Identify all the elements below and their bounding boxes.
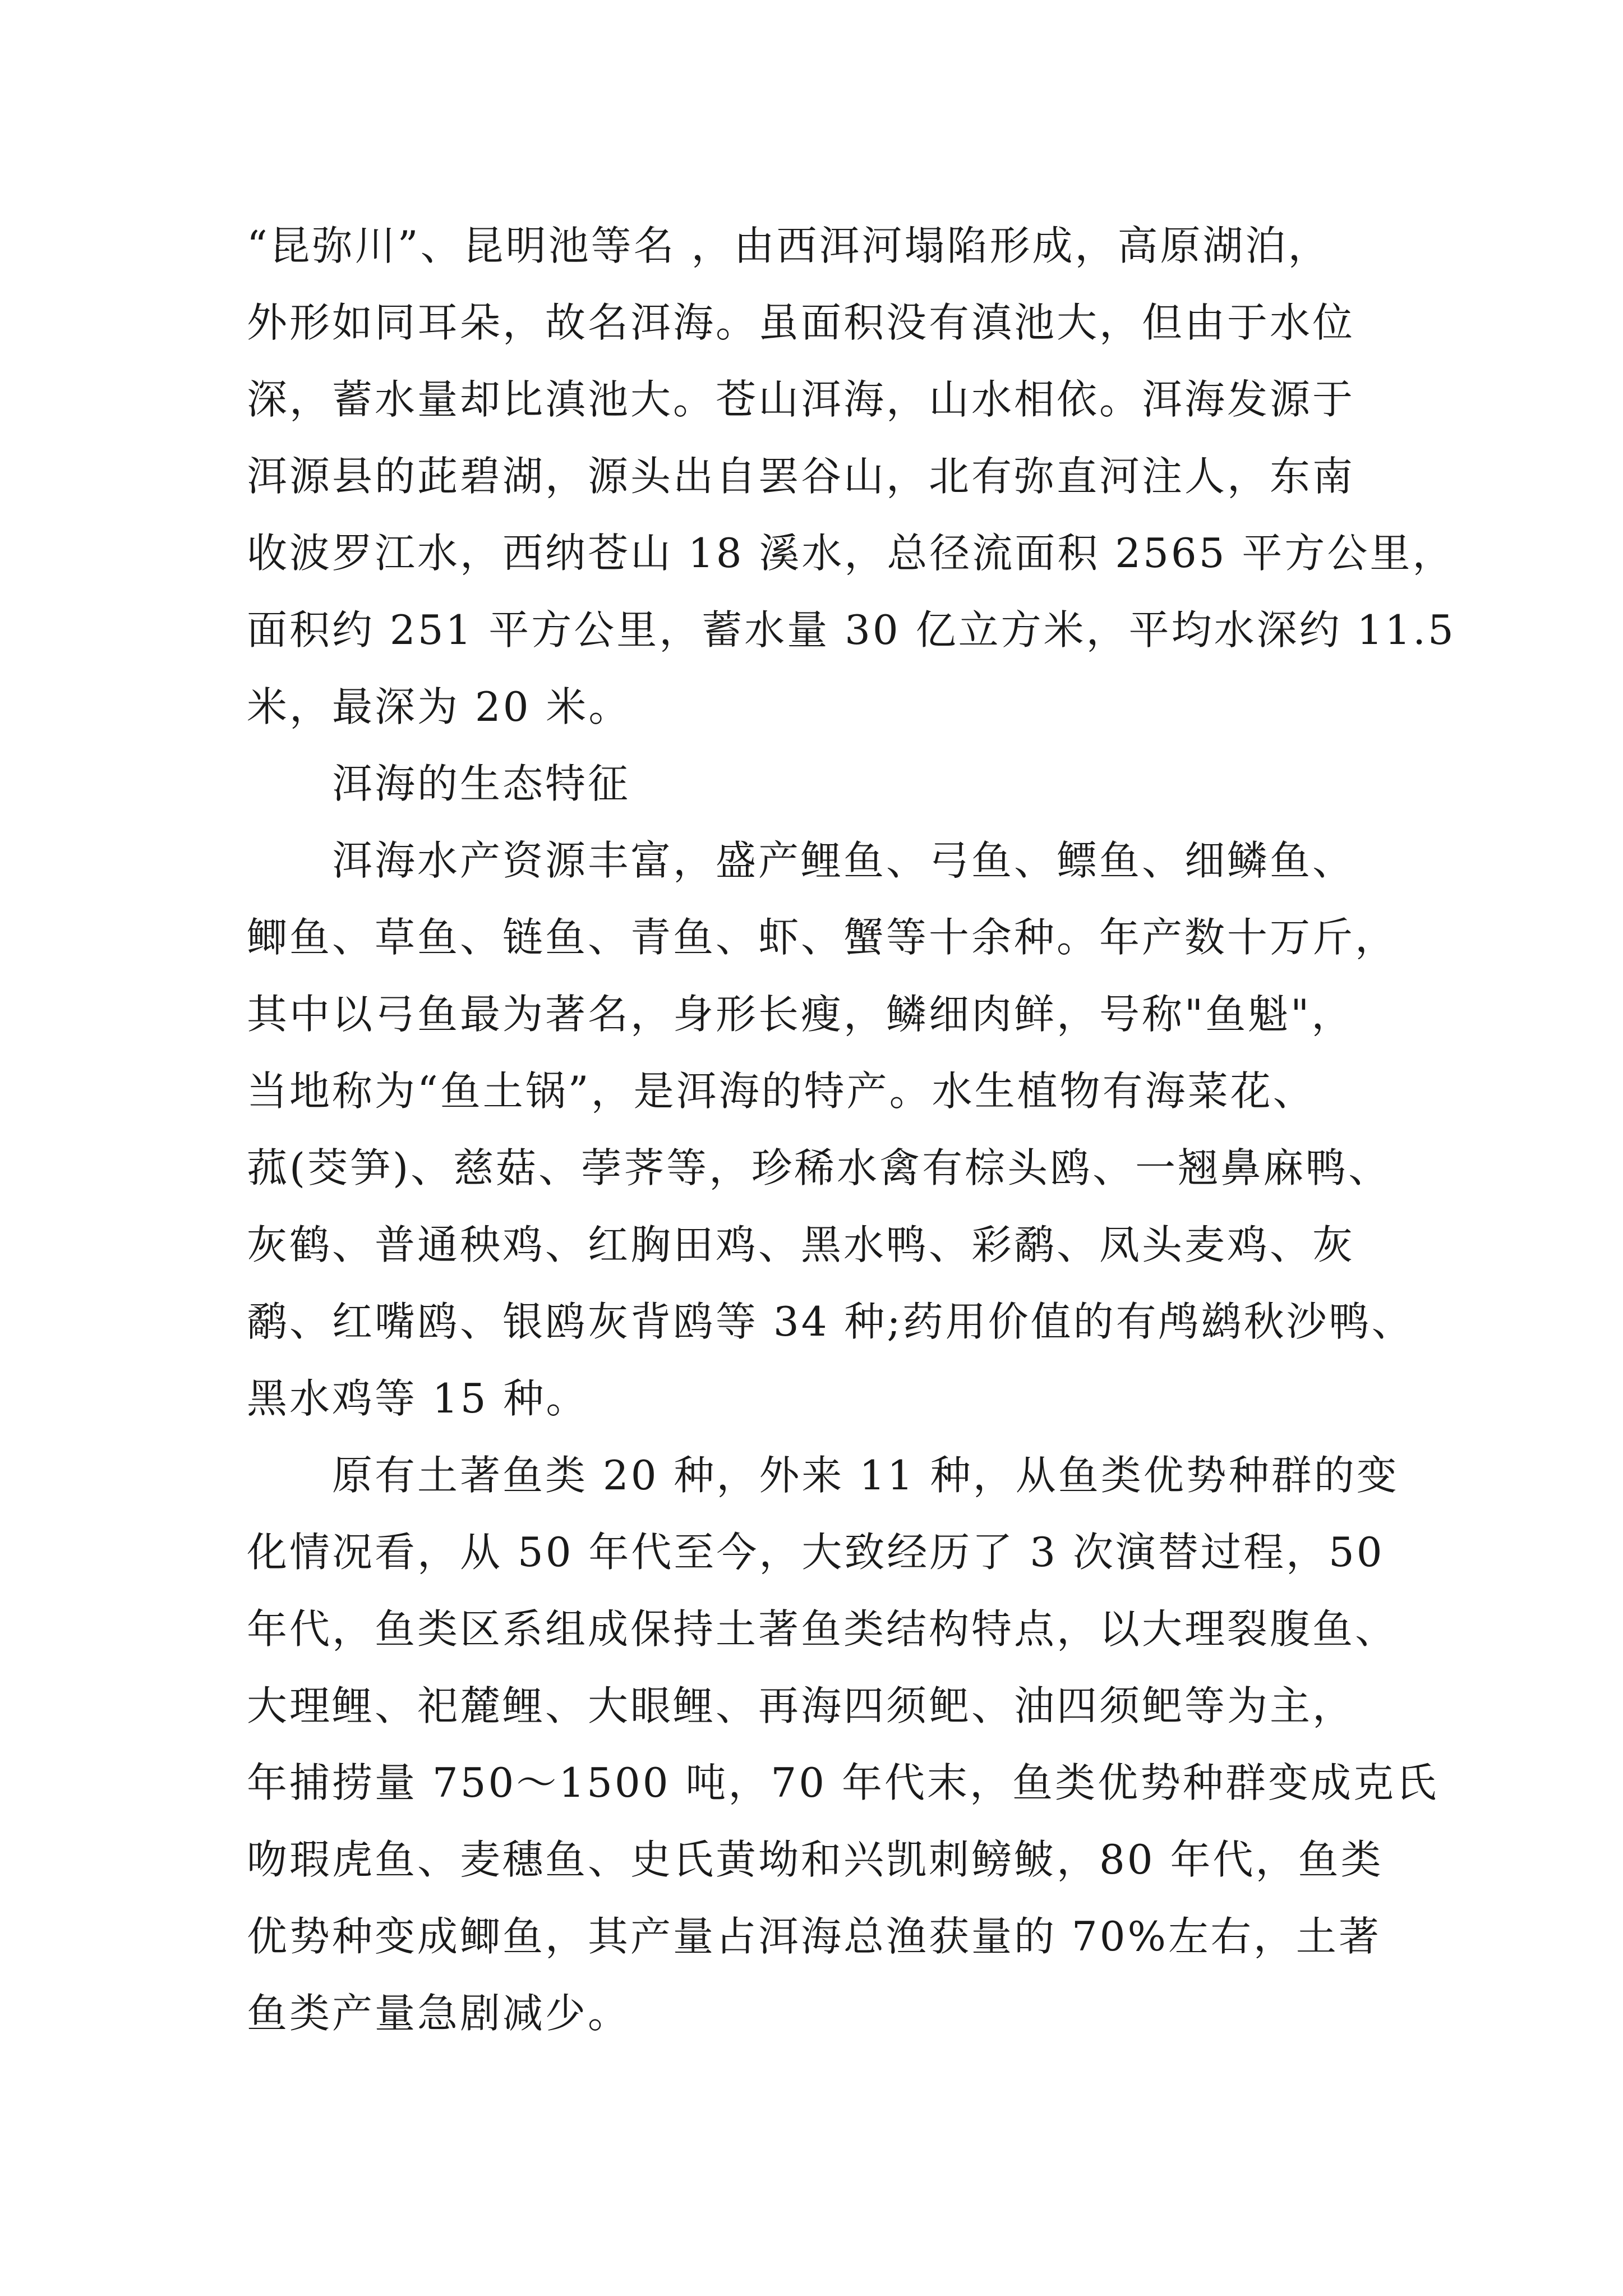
text-line: 年代，鱼类区系组成保持土著鱼类结构特点，以大理裂腹鱼、 (247, 1605, 1398, 1653)
paragraph-erhai-overview (247, 208, 1456, 746)
paragraph-fish-succession (247, 1437, 1438, 2052)
text-line: 面积约 251 平方公里，蓄水量 30 亿立方米，平均水深约 11.5 (247, 606, 1456, 654)
text-line: “昆弥川”、昆明池等名 ，由西洱河塌陷形成，高原湖泊， (247, 222, 1331, 269)
text-line: 黑水鸡等 15 种。 (247, 1375, 589, 1422)
text-line: 灰鹤、普通秧鸡、红胸田鸡、黑水鸭、彩鹬、凤头麦鸡、灰 (247, 1221, 1355, 1268)
text-line: 年捕捞量 750～1500 吨，70 年代末，鱼类优势种群变成克氏 (247, 1759, 1438, 1806)
text-line: 收波罗江水，西纳苍山 18 溪水，总径流面积 2565 平方公里， (247, 530, 1455, 577)
text-line: 原有土著鱼类 20 种，外来 11 种，从鱼类优势种群的变 (332, 1452, 1399, 1499)
section-heading-text: 洱海的生态特征 (332, 760, 631, 807)
text-line: 洱源县的茈碧湖，源头出自罢谷山，北有弥直河注人，东南 (247, 453, 1355, 500)
text-line: 大理鲤、祀麓鲤、大眼鲤、再海四须鲃、油四须鲃等为主， (247, 1682, 1355, 1729)
text-line: 鹬、红嘴鸥、银鸥灰背鸥等 34 种;药用价值的有鸬鹚秋沙鸭、 (247, 1298, 1414, 1345)
text-line: 洱海水产资源丰富，盛产鲤鱼、弓鱼、鳔鱼、细鳞鱼、 (332, 837, 1355, 884)
text-line: 鱼类产量急剧减少。 (247, 1990, 631, 2037)
text-line: 其中以弓鱼最为著名，身形长瘦，鳞细肉鲜，号称"鱼魁"， (247, 991, 1354, 1038)
text-line: 深，蓄水量却比滇池大。苍山洱海，山水相依。洱海发源于 (247, 376, 1355, 423)
section-heading (247, 746, 1430, 822)
text-line: 优势种变成鲫鱼，其产量占洱海总渔获量的 70%左右，土著 (247, 1913, 1381, 1960)
text-line: 鲫鱼、草鱼、链鱼、青鱼、虾、蟹等十余种。年产数十万斤， (247, 914, 1398, 961)
text-line: 化情况看，从 50 年代至今，大致经历了 3 次演替过程，50 (247, 1529, 1385, 1576)
text-line: 米，最深为 20 米。 (247, 683, 631, 730)
text-line: 当地称为“鱼土锅”，是洱海的特产。水生植物有海菜花、 (247, 1068, 1316, 1115)
text-line: 外形如同耳朵，故名洱海。虽面积没有滇池大，但由于水位 (247, 299, 1355, 346)
body-text (247, 208, 1456, 2052)
text-line: 菰(茭笋)、慈菇、荸荠等，珍稀水禽有棕头鸥、一翘鼻麻鸭、 (247, 1144, 1391, 1191)
text-line: 吻瑕虎鱼、麦穗鱼、史氏黄坳和兴凯刺鳑鲏，80 年代，鱼类 (247, 1836, 1384, 1883)
paragraph-aquatic-resources (247, 822, 1430, 1437)
